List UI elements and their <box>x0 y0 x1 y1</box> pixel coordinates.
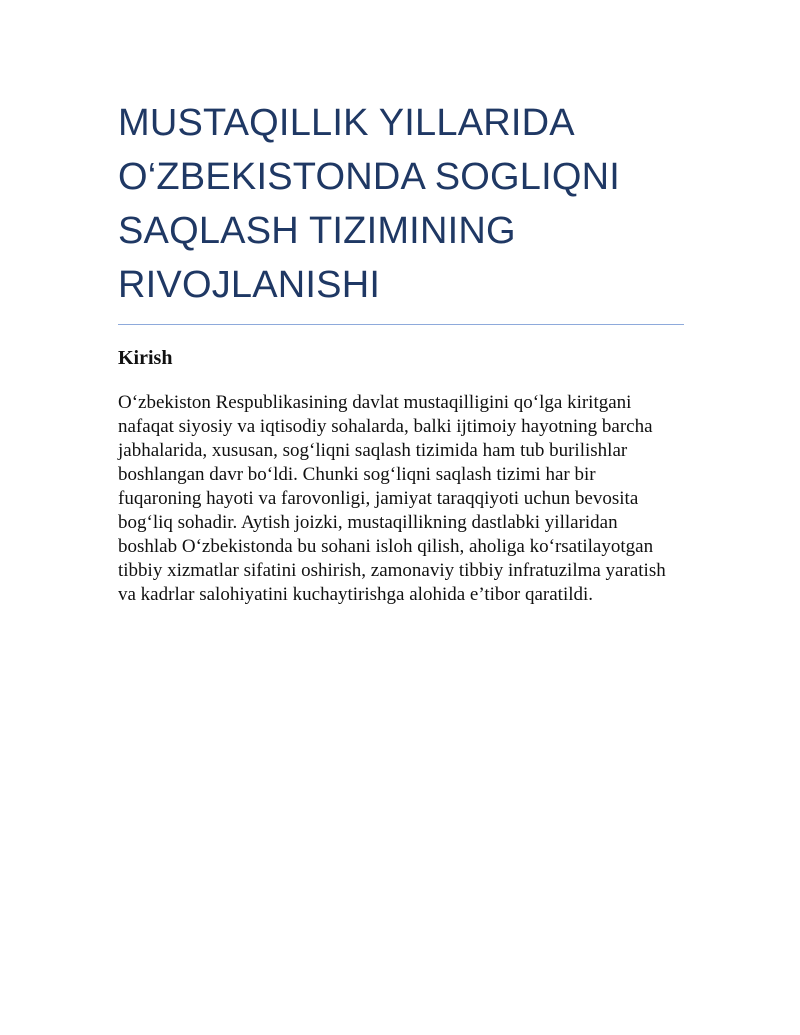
document-title: MUSTAQILLIK YILLARIDA O‘ZBEKISTONDA SOGLIQNI SAQLASH TIZIMINING RIVOJLANISHI <box>118 102 621 306</box>
title-divider <box>118 324 684 325</box>
document-content <box>118 96 684 607</box>
body-paragraph: O‘zbekiston Respublikasining davlat mustaqilligini qo‘lga kiritgani nafaqat siyosiy va iqtisodiy sohalarda, balki ijtimoiy hayotning barcha jabhalarida, xususan, sog‘liqni saqlash tizimida ham tub burilishlar boshlangan davr bo‘ldi. Chunki sog‘liqni saqlash tizimi har bir fuqaroning hayoti va farovonligi, jamiyat taraqqiyoti uchun bevosita bog‘liq sohadir. Aytish joizki, mustaqillikning dastlabki yillaridan boshlab O‘zbekistonda bu sohani isloh qilish, aholiga ko‘rsatilayotgan tibbiy xizmatlar sifatini oshirish, zamonaviy tibbiy infratuzilma yaratish va kadrlar salohiyatini kuchaytirishga alohida e’tibor qaratildi. <box>118 392 666 605</box>
section-heading: Kirish <box>118 347 173 369</box>
